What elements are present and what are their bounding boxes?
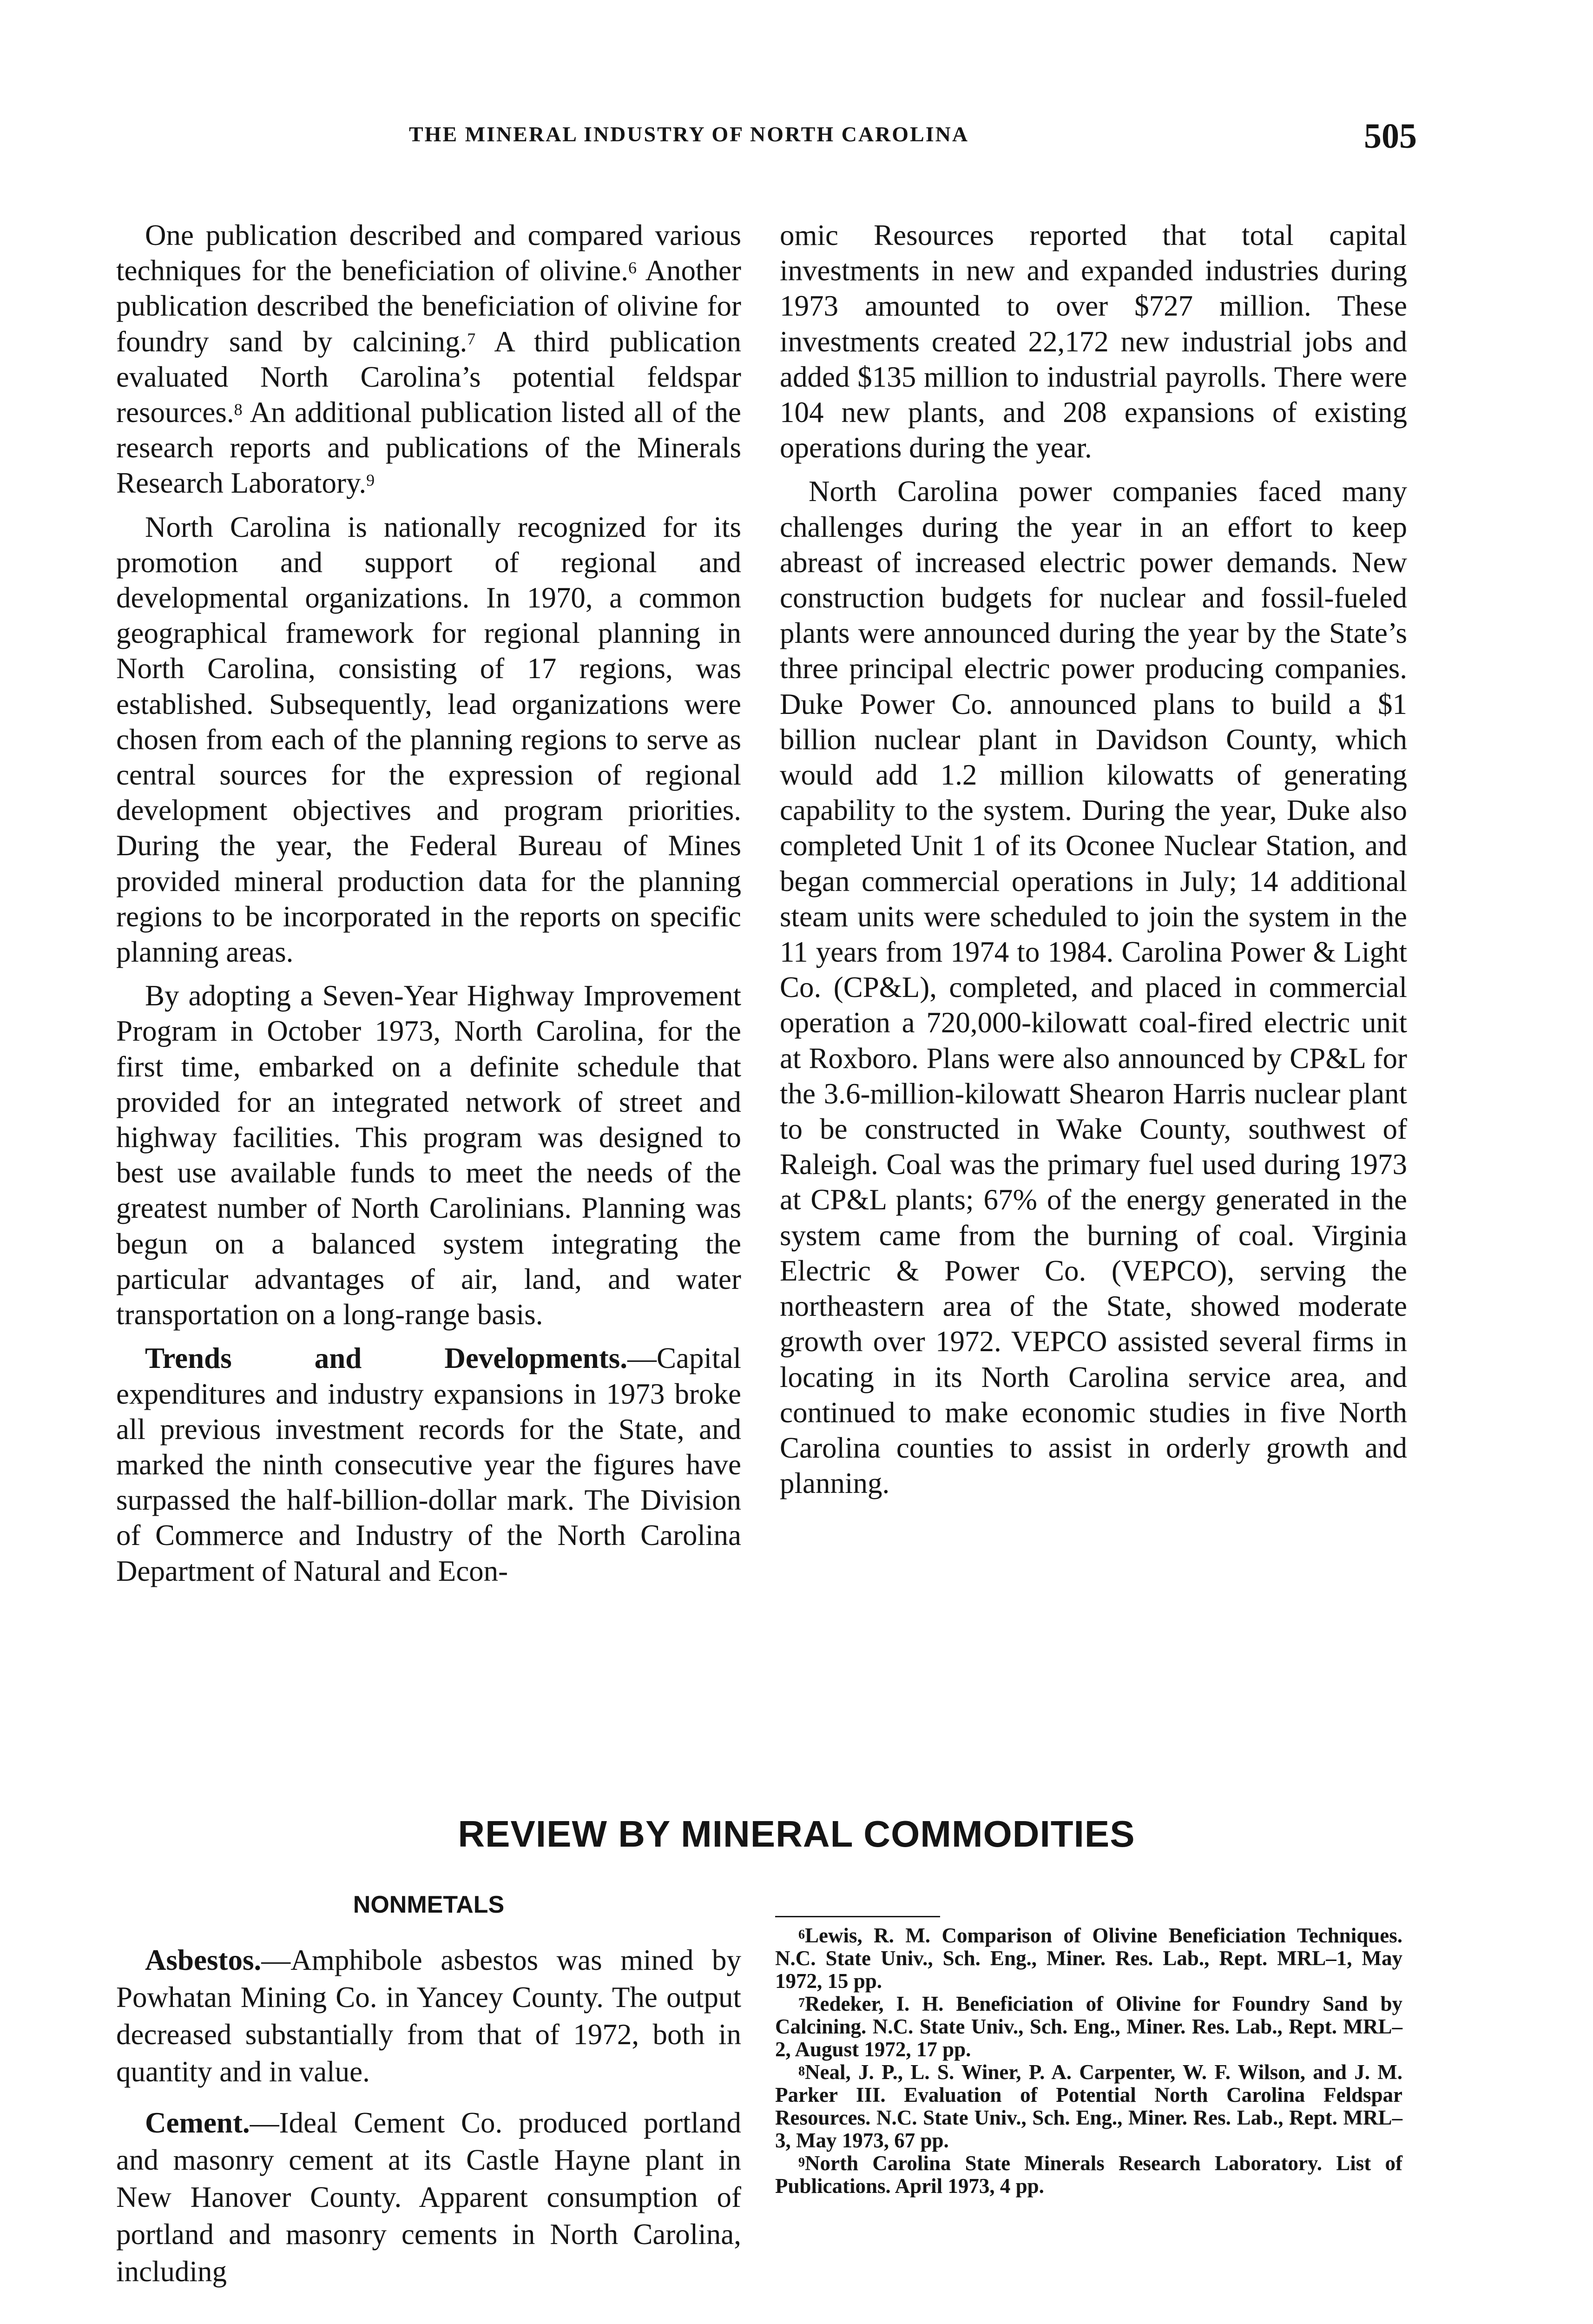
footnote-rule	[775, 1916, 940, 1917]
paragraph-power-companies: North Carolina power companies faced many challenges during the year in an effort to keep abreast of increased electric power demands. New construction budgets for nuclear and fossil-fueled plants were announced during the year by the State’s three principal electric power producing companies. Duke Power Co. announced plans to build a $1 billion nuclear plant in Davidson County, which would add 1.2 million kilowatts of generating capability to the system. During the year, Duke also completed Unit 1 of its Oconee Nuclear Station, and began commercial operations in July; 14 additional steam units were scheduled to join the system in the 11 years from 1974 to 1984. Carolina Power & Light Co. (CP&L), completed, and placed in commercial operation a 720,000-kilowatt coal-fired electric unit at Roxboro. Plans were also announced by CP&L for the 3.6-million-kilowatt Shearon Harris nuclear plant to be constructed in Wake County, southwest of Raleigh. Coal was the primary fuel used during 1973 at CP&L plants; 67% of the energy generated in the system came from the burning of coal. Virginia Electric & Power Co. (VEPCO), serving the northeastern area of the State, showed moderate growth over 1972. VEPCO assisted several firms in locating in its North Carolina service area, and continued to make economic studies in five North Carolina counties to assist in orderly growth and planning.	[780, 475, 1407, 1500]
section-heading: REVIEW BY MINERAL COMMODITIES	[458, 1813, 1135, 1855]
left-column	[116, 218, 741, 1589]
footnote-number: 8	[798, 2064, 805, 2079]
footnote-9	[775, 2152, 1402, 2198]
footnotes	[775, 1924, 1402, 2198]
page-number: 505	[1364, 117, 1417, 156]
right-column	[780, 218, 1407, 1501]
subsection-heading: NONMETALS	[353, 1891, 505, 1918]
footnote-number: 6	[798, 1928, 805, 1942]
run-in-heading: Trends and Developments.	[145, 1342, 628, 1375]
footnote-text: Lewis, R. M. Comparison of Olivine Beneficiation Techniques. N.C. State Univ., Sch. Eng., Miner. Res. Lab., Rept. MRL–1, May 1972, 15 pp.	[775, 1924, 1402, 1993]
run-in-heading: Asbestos.	[145, 1944, 262, 1976]
footnote-ref-8: 8	[234, 400, 243, 419]
text-run: An additional publication listed all of the research reports and publications of the Minerals Research Laboratory.	[116, 396, 741, 500]
paragraph-publications	[116, 218, 741, 501]
footnote-ref-6: 6	[628, 258, 637, 277]
footnote-6	[775, 1924, 1402, 1993]
paragraph-asbestos	[116, 1941, 741, 2090]
footnote-ref-7: 7	[467, 329, 476, 348]
footnote-text: North Carolina State Minerals Research Laboratory. List of Publications. April 1973, 4 pp.	[775, 2152, 1402, 2198]
footnote-7	[775, 1993, 1402, 2061]
text-run: Another publication described the beneficiation of olivine for foundry sand by calcining.	[116, 254, 741, 358]
commodities-column	[116, 1941, 741, 2290]
footnote-ref-9: 9	[366, 471, 375, 490]
footnote-number: 9	[798, 2155, 805, 2170]
footnote-number: 7	[798, 1996, 805, 2010]
text-run: A third publication evaluated North Carolina’s potential feldspar resources.	[116, 325, 741, 429]
footnote-text: Neal, J. P., L. S. Winer, P. A. Carpenter, W. F. Wilson, and J. M. Parker III. Evaluation of Potential North Carolina Feldspar Resources. N.C. State Univ., Sch. Eng., Miner. Res. Lab., Rept. MRL–3, May 1973, 67 pp.	[775, 2060, 1402, 2152]
text-run: —Capital expenditures and industry expansions in 1973 broke all previous investment records for the State, and marked the ninth consecutive year the figures have surpassed the half-billion-dollar mark. The Division of Commerce and Industry of the North Carolina Department of Natural and Econ-	[116, 1342, 741, 1587]
footnote-8	[775, 2061, 1402, 2152]
paragraph-investments: omic Resources reported that total capital investments in new and expanded industries during 1973 amounted to over $727 million. These investments created 22,172 new industrial jobs and added $135 million to industrial payrolls. There were 104 new plants, and 208 expansions of existing operations during the year.	[780, 219, 1407, 464]
running-head: THE MINERAL INDUSTRY OF NORTH CAROLINA	[409, 122, 969, 146]
text-run: One publication described and compared various techniques for the beneficiation of olivine.	[116, 219, 741, 287]
text-run: —Amphibole asbestos was mined by Powhatan Mining Co. in Yancey County. The output decreased substantially from that of 1972, both in quantity and in value.	[116, 1944, 741, 2088]
footnote-text: Redeker, I. H. Beneficiation of Olivine for Foundry Sand by Calcining. N.C. State Univ., Sch. Eng., Miner. Res. Lab., Rept. MRL–2, August 1972, 17 pp.	[775, 1992, 1402, 2061]
text-run: —Ideal Cement Co. produced portland and masonry cement at its Castle Hayne plant in New Hanover County. Apparent consumption of portland and masonry cements in North Carolina, including	[116, 2106, 741, 2288]
run-in-heading: Cement.	[145, 2106, 250, 2139]
paragraph-regional-planning: North Carolina is nationally recognized for its promotion and support of regional and developmental organizations. In 1970, a common geographical framework for regional planning in North Carolina, consisting of 17 regions, was established. Subsequently, lead organizations were chosen from each of the planning regions to serve as central sources for the expression of regional development objectives and program priorities. During the year, the Federal Bureau of Mines provided mineral production data for the planning regions to be incorporated in the reports on specific planning areas.	[116, 510, 741, 969]
paragraph-highway-program: By adopting a Seven-Year Highway Improvement Program in October 1973, North Carolina, for the first time, embarked on a definite schedule that provided for an integrated network of street and highway facilities. This program was designed to best use available funds to meet the needs of the greatest number of North Carolinians. Planning was begun on a balanced system integrating the particular advantages of air, land, and water transportation on a long-range basis.	[116, 979, 741, 1331]
paragraph-cement	[116, 2104, 741, 2290]
paragraph-trends	[116, 1340, 741, 1588]
